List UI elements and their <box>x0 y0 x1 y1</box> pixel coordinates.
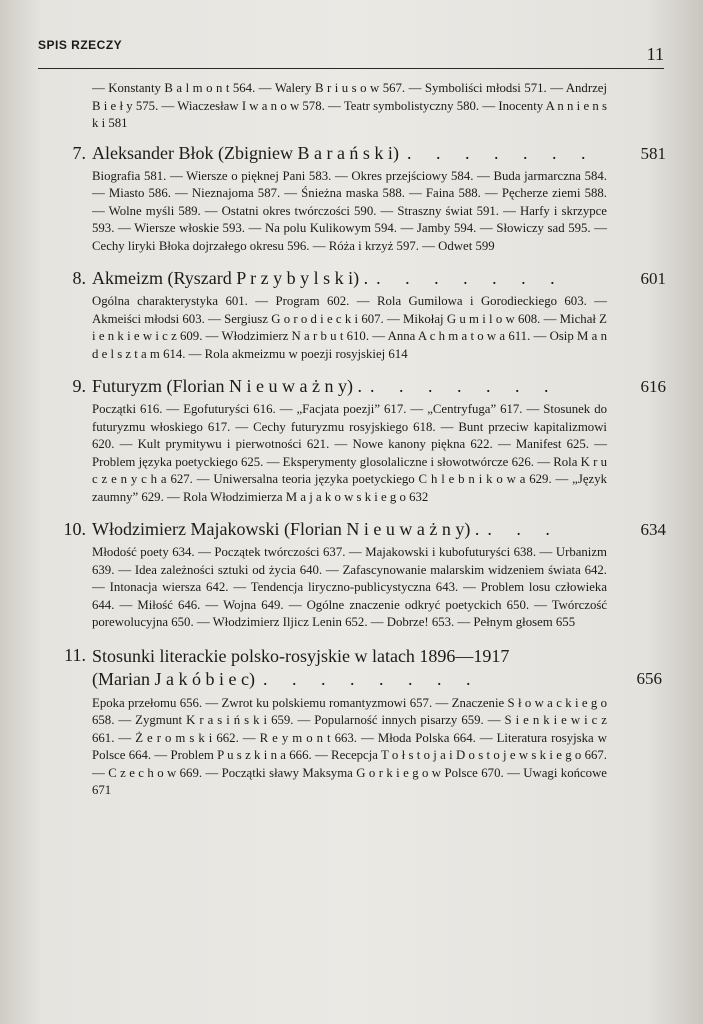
page-header <box>38 38 664 69</box>
dot-leader: . . . . . . . <box>406 142 596 163</box>
entry-title-line-1: Stosunki literackie polsko-rosyjskie w latach 1896—1917 <box>92 645 510 666</box>
entry-page: 634 <box>640 520 666 539</box>
entry-title: Włodzimierz Majakowski (Florian N i e u w a ż n y) . <box>92 519 480 539</box>
entry-description: Młodość poety 634. — Początek twórczości 637. — Majakowski i kubofuturyści 638. — Urbanizm 639. — Idea zależności sztuki od życia 640. — Zafascynowanie malarskim widzeniem świata 642. — Intonacja wiersza 642. — Tendencja liryczno-publicystyczna 643. — Problem losu człowieka 644. — Miłość 646. — Wojna 649. — Ogólne znaczenie odkryć poetyckich 650. — Twórczość porewolucyjna 650. — Włodzimierz Iljicz Lenin 652. — Dobrze! 653. — Pełnym głosem 655 <box>92 545 607 629</box>
entry-page: 616 <box>640 377 666 396</box>
table-of-contents <box>40 80 666 800</box>
entry-number: 7. <box>72 142 86 163</box>
dot-leader: . . . . . . . . <box>262 668 481 689</box>
toc-entry-8 <box>40 268 666 363</box>
entry-title-line-2-row <box>92 668 612 691</box>
entry-number: 10. <box>63 519 86 539</box>
toc-entry-7 <box>40 143 666 256</box>
entry-page: 581 <box>640 143 666 163</box>
dot-leader: . . . . . . . <box>376 268 565 288</box>
entry-number: 9. <box>72 376 86 396</box>
toc-entry-heading <box>40 376 666 397</box>
page-number: 11 <box>646 44 664 64</box>
entry-description: Epoka przełomu 656. — Zwrot ku polskiemu romantyzmowi 657. — Znaczenie S ł o w a c k i e g o 658. — Zygmunt K r a s i ń s k i 659. — Popularność innych pisarzy 659. — S i e n k i e w i c z 661. — Ż e r o m s k i 662. — R e y m o n t 663. — Młoda Polska 664. — Literatura rosyjska w Polsce 664. — Problem P u s z k i n a 666. — Recepcja T o ł s t o j a i D o s t o j e w s k i e g o 667. — C z e c h o w 669. — Początki sławy Maksyma G o r k i e g o w Polsce 670. — Uwagi końcowe 671 <box>92 695 607 797</box>
entry-number: 11. <box>64 644 86 665</box>
toc-entry-11 <box>40 645 666 800</box>
toc-entry-heading <box>40 645 666 691</box>
entry-title: Akmeizm (Ryszard P r z y b y l s k i) . <box>92 268 369 288</box>
entry-description: Początki 616. — Egofuturyści 616. — „Facjata poezji” 617. — „Centryfuga” 617. — Stosunek do futuryzmu włoskiego 617. — Cechy futuryzmu rosyjskiego 618. — Bunt przeciw kapitalizmowi 620. — Kult prymitywu i pierwotności 621. — Nowe kanony piękna 622. — Manifest 625. — Problem języka poetyckiego 625. — Eksperymenty glosolaliczne i słowotwórcze 626. — Rola K r u c z e n y c h a 627. — Uniwersalna teoria języka poetyckiego C h l e b n i k o w a 629. — „Język zaumny” 629. — Rola Włodzimierza M a j a k o w s k i e g o 632 <box>92 402 607 504</box>
entry-page: 656 <box>636 668 662 688</box>
entry-title: Aleksander Błok (Zbigniew B a r a ń s k i) <box>92 142 399 163</box>
entry-description: Biografia 581. — Wiersze o pięknej Pani 583. — Okres przejściowy 584. — Buda jarmarczna 584. — Miasto 586. — Nieznajoma 587. — Śnieżna maska 588. — Faina 588. — Pęcherze ziemi 588. — Wolne myśli 589. — Ostatni okres twórczości 590. — Straszny świat 591. — Harfy i skrzypce 593. — Wiersze włoskie 593. — Na polu Kulikowym 594. — Jamby 594. — Słowiczy sad 595. — Cechy liryki Błoka dojrzałego okresu 596. — Róża i krzyż 597. — Odwet 599 <box>92 168 607 253</box>
dot-leader: . . . <box>487 519 560 539</box>
dot-leader: . . . . . . . <box>369 376 559 396</box>
toc-entry-10 <box>40 519 666 632</box>
toc-entry-heading <box>40 143 666 164</box>
toc-entry-heading <box>40 268 666 289</box>
toc-entry-heading <box>40 519 666 540</box>
entry-page: 601 <box>640 269 666 288</box>
entry-number: 8. <box>72 268 86 288</box>
continued-entry-text: — Konstanty B a l m o n t 564. — Walery B r i u s o w 567. — Symboliści młodsi 571. — Andrzej B i e ł y 575. — Wiaczesław I w a n o w 578. — Teatr symbolistyczny 580. — Inocenty A n n i e n s k i 581 <box>92 81 607 130</box>
entry-title <box>92 645 612 691</box>
entry-title-line-2: (Marian J a k ó b i e c) <box>92 668 255 689</box>
entry-title: Futuryzm (Florian N i e u w a ż n y) . <box>92 376 362 396</box>
toc-entry-9 <box>40 376 666 506</box>
running-title: SPIS RZECZY <box>38 38 123 52</box>
entry-description: Ogólna charakterystyka 601. — Program 602. — Rola Gumilowa i Gorodieckiego 603. — Akmeiści młodsi 603. — Sergiusz G o r o d i e c k i 607. — Mikołaj G u m i l o w 608. — Michał Z i e n k i e w i c z 609. — Włodzimierz N a r b u t 610. — Anna A c h m a t o w a 611. — Osip M a n d e l s z t a m 614. — Rola akmeizmu w poezji rosyjskiej 614 <box>92 294 607 361</box>
